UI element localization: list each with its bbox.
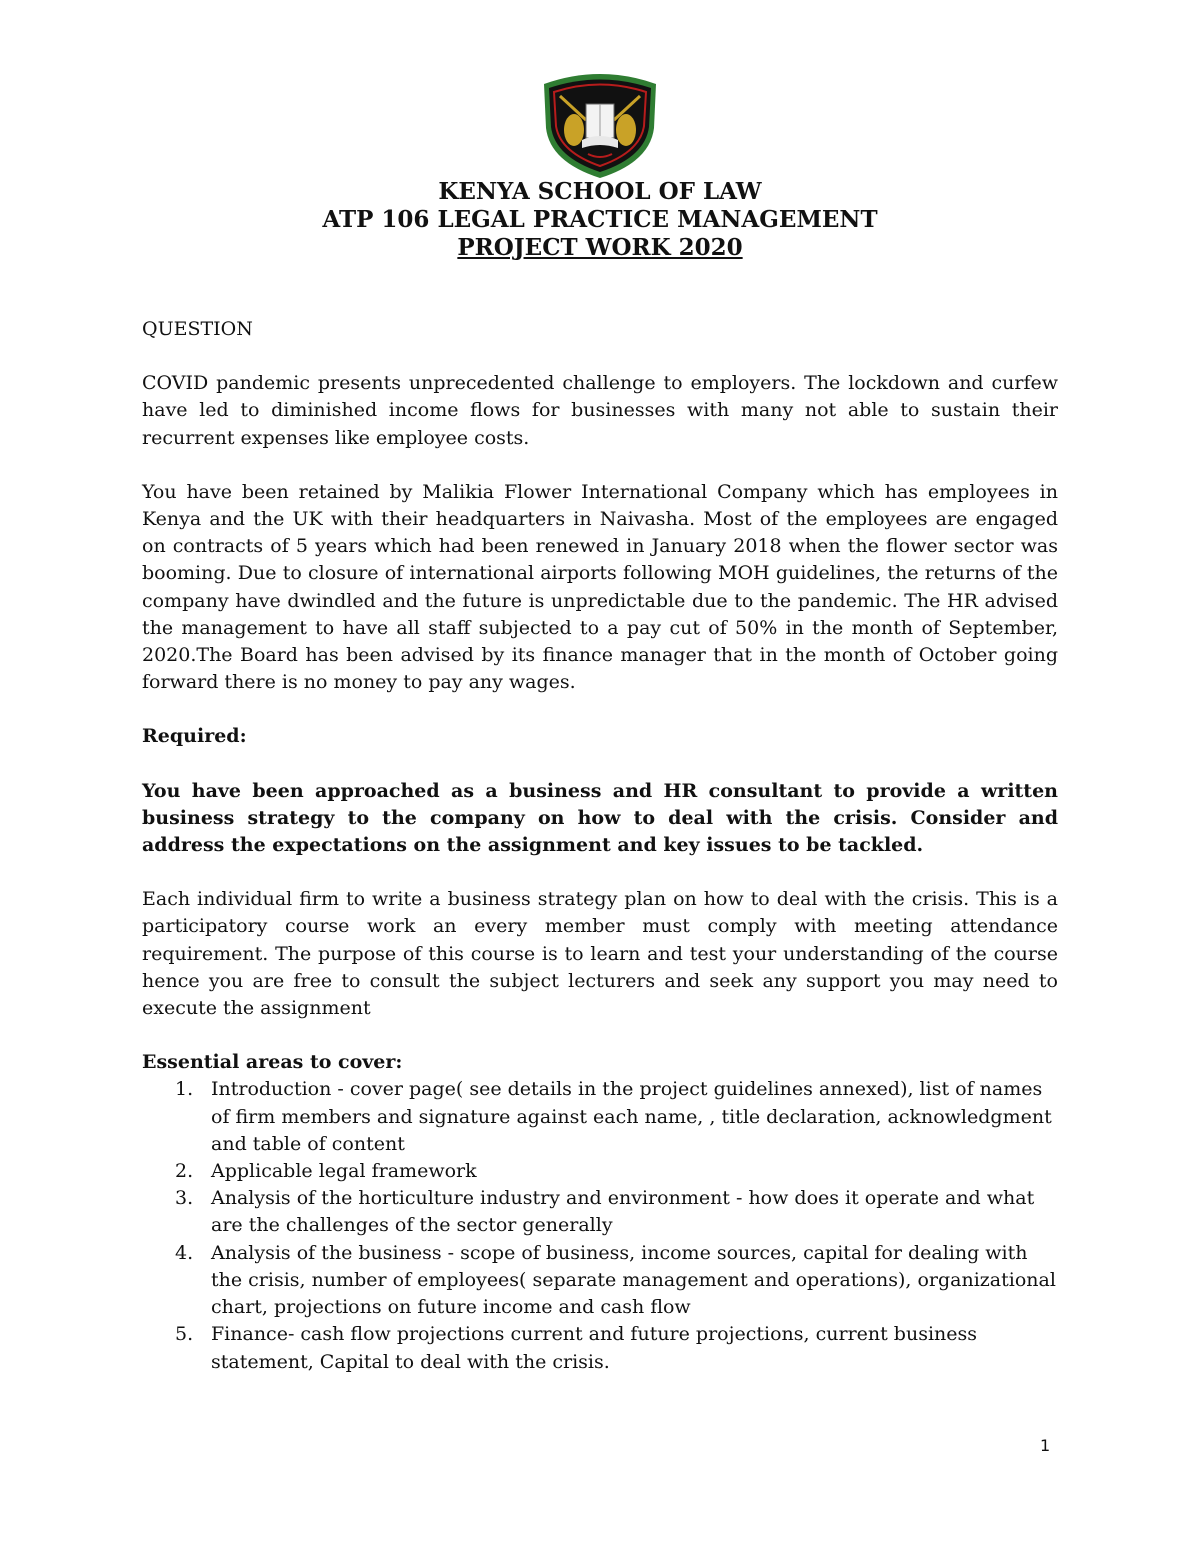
page-number: 1 (1040, 1436, 1051, 1455)
school-name: KENYA SCHOOL OF LAW (438, 178, 762, 205)
required-heading: Required: (142, 725, 247, 748)
document-body (142, 316, 1058, 1376)
list-item: 4. Analysis of the business - scope of business, income sources, capital for dealing with the crisis, number of employees( separate management and operations), organizational chart, projections on future income and cash flow (175, 1241, 1056, 1319)
paragraph-intro: COVID pandemic presents unprecedented challenge to employers. The lockdown and curfew have led to diminished income flows for businesses with many not able to sustain their recurrent expenses like employee costs. (142, 372, 1058, 449)
project-title: PROJECT WORK 2020 (457, 234, 743, 261)
list-item: 1. Introduction - cover page( see details in the project guidelines annexed), list of names of firm members and signature against each name, , title declaration, acknowledgment and table of content (175, 1078, 1052, 1155)
question-heading: QUESTION (142, 318, 253, 340)
instructions-paragraph: Each individual firm to write a business strategy plan on how to deal with the crisis. This is a participatory course work an every member must comply with meeting attendance requirement. The purpose of this course is to learn and test your understanding of the course hence you are free to consult the subject lecturers and seek any support you may need to execute the assignment (142, 888, 1058, 1020)
paragraph-scenario: You have been retained by Malikia Flower International Company which has employees in Kenya and the UK with their headquarters in Naivasha. Most of the employees are engaged on contracts of 5 years which had been renewed in January 2018 when the flower sector was booming. Due to closure of international airports following MOH guidelines, the returns of the company have dwindled and the future is unpredictable due to the pandemic. The HR advised the management to have all staff subjected to a pay cut of 50% in the month of September, 2020.The Board has been advised by its finance manager that in the month of October going forward there is no money to pay any wages. (142, 480, 1058, 694)
list-item: 2. Applicable legal framework (175, 1160, 477, 1183)
required-text: You have been approached as a business and HR consultant to provide a written business strategy to the company on how to deal with the crisis. Consider and address the expectations on the assignment and key issues to be tackled. (142, 779, 1058, 857)
essential-heading: Essential areas to cover: (142, 1051, 403, 1074)
list-item: 3. Analysis of the horticulture industry and environment - how does it operate and what are the challenges of the sector generally (175, 1187, 1035, 1237)
document-header (0, 178, 1200, 262)
essential-list (142, 1076, 1058, 1375)
list-item: 5. Finance- cash flow projections current and future projections, current business statement, Capital to deal with the crisis. (175, 1323, 978, 1373)
course-title: ATP 106 LEGAL PRACTICE MANAGEMENT (322, 206, 878, 233)
crest-logo (538, 70, 662, 180)
